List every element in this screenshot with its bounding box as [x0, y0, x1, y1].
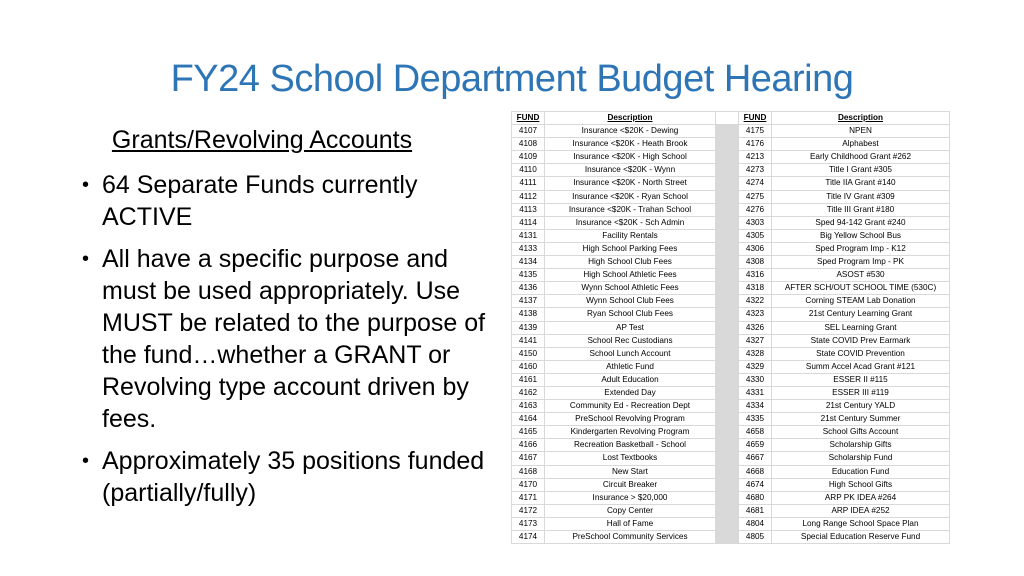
fund-number: 4335: [739, 413, 772, 426]
fund-number: 4273: [739, 164, 772, 177]
column-gap: [716, 465, 739, 478]
fund-number: 4326: [739, 321, 772, 334]
fund-number: 4173: [512, 517, 545, 530]
column-gap: [716, 203, 739, 216]
fund-number: 4303: [739, 216, 772, 229]
fund-description: Extended Day: [545, 386, 716, 399]
column-gap: [716, 164, 739, 177]
table-row: [512, 478, 950, 491]
fund-description: 21st Century Summer: [772, 413, 950, 426]
fund-description: ESSER II #115: [772, 373, 950, 386]
bullet-item: • All have a specific purpose and must be used appropriately. Use MUST be related to the purpose of the fund…whether a GRANT or Revolving type account driven by fees.: [82, 245, 486, 433]
fund-description: Ryan School Club Fees: [545, 308, 716, 321]
fund-description: High School Athletic Fees: [545, 269, 716, 282]
bullet-dot-icon: •: [82, 450, 90, 472]
fund-number: 4174: [512, 531, 545, 544]
fund-number: 4114: [512, 216, 545, 229]
table-row: [512, 517, 950, 530]
bullet-dot-icon: •: [82, 174, 90, 196]
header-description: Description: [772, 112, 950, 125]
fund-number: 4330: [739, 373, 772, 386]
fund-number: 4161: [512, 373, 545, 386]
column-gap: [716, 282, 739, 295]
column-gap: [716, 517, 739, 530]
column-gap: [716, 151, 739, 164]
fund-description: ESSER III #119: [772, 386, 950, 399]
column-gap: [716, 190, 739, 203]
fund-description: Sped Program Imp - K12: [772, 242, 950, 255]
table-row: [512, 347, 950, 360]
fund-number: 4113: [512, 203, 545, 216]
column-gap: [716, 242, 739, 255]
column-gap: [716, 504, 739, 517]
fund-description: 21st Century YALD: [772, 400, 950, 413]
fund-description: Title I Grant #305: [772, 164, 950, 177]
fund-number: 4331: [739, 386, 772, 399]
fund-description: State COVID Prev Earmark: [772, 334, 950, 347]
fund-description: Early Childhood Grant #262: [772, 151, 950, 164]
column-gap: [716, 439, 739, 452]
column-gap: [716, 452, 739, 465]
table-row: [512, 216, 950, 229]
fund-number: 4162: [512, 386, 545, 399]
fund-table: [511, 111, 950, 544]
fund-number: 4170: [512, 478, 545, 491]
fund-description: Big Yellow School Bus: [772, 229, 950, 242]
fund-number: 4150: [512, 347, 545, 360]
table-row: [512, 491, 950, 504]
column-gap: [716, 112, 739, 125]
fund-description: Education Fund: [772, 465, 950, 478]
fund-description: Hall of Fame: [545, 517, 716, 530]
fund-number: 4323: [739, 308, 772, 321]
table-row: [512, 203, 950, 216]
column-gap: [716, 256, 739, 269]
fund-number: 4274: [739, 177, 772, 190]
table-row: [512, 242, 950, 255]
fund-description: SEL Learning Grant: [772, 321, 950, 334]
header-description: Description: [545, 112, 716, 125]
fund-description: 21st Century Learning Grant: [772, 308, 950, 321]
fund-description: Wynn School Club Fees: [545, 295, 716, 308]
fund-description: Circuit Breaker: [545, 478, 716, 491]
fund-number: 4667: [739, 452, 772, 465]
fund-number: 4136: [512, 282, 545, 295]
table-row: [512, 138, 950, 151]
bullet-item: • 64 Separate Funds currently ACTIVE: [82, 171, 418, 231]
fund-description: Special Education Reserve Fund: [772, 531, 950, 544]
column-gap: [716, 216, 739, 229]
fund-number: 4668: [739, 465, 772, 478]
fund-description: New Start: [545, 465, 716, 478]
column-gap: [716, 386, 739, 399]
fund-description: Insurance <$20K - Heath Brook: [545, 138, 716, 151]
fund-number: 4109: [512, 151, 545, 164]
table-row: [512, 439, 950, 452]
table-row: [512, 229, 950, 242]
column-gap: [716, 400, 739, 413]
table-row: [512, 531, 950, 544]
fund-number: 4329: [739, 360, 772, 373]
fund-description: Insurance <$20K - North Street: [545, 177, 716, 190]
table-row: [512, 504, 950, 517]
table-row: [512, 125, 950, 138]
table-row: [512, 295, 950, 308]
fund-description: Adult Education: [545, 373, 716, 386]
fund-number: 4171: [512, 491, 545, 504]
fund-number: 4674: [739, 478, 772, 491]
fund-description: Insurance <$20K - Sch Admin: [545, 216, 716, 229]
fund-number: 4137: [512, 295, 545, 308]
fund-number: 4167: [512, 452, 545, 465]
fund-description: Sped Program Imp - PK: [772, 256, 950, 269]
table-row: [512, 269, 950, 282]
table-header-row: [512, 112, 950, 125]
slide-title: FY24 School Department Budget Hearing: [170, 58, 854, 100]
column-gap: [716, 138, 739, 151]
table-row: [512, 426, 950, 439]
fund-number: 4112: [512, 190, 545, 203]
fund-description: Scholarship Fund: [772, 452, 950, 465]
fund-number: 4138: [512, 308, 545, 321]
fund-description: Insurance <$20K - Trahan School: [545, 203, 716, 216]
fund-description: Kindergarten Revolving Program: [545, 426, 716, 439]
fund-number: 4276: [739, 203, 772, 216]
table-row: [512, 400, 950, 413]
table-row: [512, 177, 950, 190]
fund-number: 4172: [512, 504, 545, 517]
fund-description: Alphabest: [772, 138, 950, 151]
table-row: [512, 413, 950, 426]
bullet-dot-icon: •: [82, 248, 90, 270]
fund-description: School Lunch Account: [545, 347, 716, 360]
subheading: Grants/Revolving Accounts: [111, 126, 413, 154]
fund-description: Wynn School Athletic Fees: [545, 282, 716, 295]
fund-number: 4275: [739, 190, 772, 203]
fund-description: Athletic Fund: [545, 360, 716, 373]
fund-description: School Gifts Account: [772, 426, 950, 439]
fund-description: Sped 94-142 Grant #240: [772, 216, 950, 229]
fund-description: Corning STEAM Lab Donation: [772, 295, 950, 308]
fund-description: School Rec Custodians: [545, 334, 716, 347]
fund-number: 4111: [512, 177, 545, 190]
fund-description: Insurance <$20K - Wynn: [545, 164, 716, 177]
column-gap: [716, 426, 739, 439]
fund-description: ARP IDEA #252: [772, 504, 950, 517]
fund-number: 4134: [512, 256, 545, 269]
fund-number: 4175: [739, 125, 772, 138]
fund-description: State COVID Prevention: [772, 347, 950, 360]
table-row: [512, 164, 950, 177]
fund-number: 4135: [512, 269, 545, 282]
header-fund: FUND: [739, 112, 772, 125]
fund-description: Title IV Grant #309: [772, 190, 950, 203]
column-gap: [716, 347, 739, 360]
column-gap: [716, 321, 739, 334]
fund-description: Facility Rentals: [545, 229, 716, 242]
fund-number: 4681: [739, 504, 772, 517]
table-row: [512, 373, 950, 386]
fund-number: 4659: [739, 439, 772, 452]
fund-number: 4131: [512, 229, 545, 242]
fund-description: NPEN: [772, 125, 950, 138]
fund-description: PreSchool Revolving Program: [545, 413, 716, 426]
fund-description: ASOST #530: [772, 269, 950, 282]
fund-description: Lost Textbooks: [545, 452, 716, 465]
fund-number: 4316: [739, 269, 772, 282]
column-gap: [716, 269, 739, 282]
column-gap: [716, 531, 739, 544]
fund-number: 4334: [739, 400, 772, 413]
fund-number: 4306: [739, 242, 772, 255]
fund-number: 4168: [512, 465, 545, 478]
table-row: [512, 386, 950, 399]
fund-number: 4133: [512, 242, 545, 255]
table-row: [512, 465, 950, 478]
fund-description: AP Test: [545, 321, 716, 334]
fund-description: High School Parking Fees: [545, 242, 716, 255]
table-row: [512, 308, 950, 321]
column-gap: [716, 308, 739, 321]
fund-description: PreSchool Community Services: [545, 531, 716, 544]
column-gap: [716, 334, 739, 347]
column-gap: [716, 373, 739, 386]
fund-description: Copy Center: [545, 504, 716, 517]
fund-number: 4107: [512, 125, 545, 138]
fund-description: Title IIA Grant #140: [772, 177, 950, 190]
header-fund: FUND: [512, 112, 545, 125]
column-gap: [716, 478, 739, 491]
column-gap: [716, 295, 739, 308]
fund-number: 4165: [512, 426, 545, 439]
fund-number: 4160: [512, 360, 545, 373]
fund-description: Insurance <$20K - Dewing: [545, 125, 716, 138]
table-row: [512, 334, 950, 347]
table-row: [512, 452, 950, 465]
left-content: [82, 126, 502, 519]
table-row: [512, 282, 950, 295]
fund-number: 4108: [512, 138, 545, 151]
fund-description: Recreation Basketball - School: [545, 439, 716, 452]
fund-description: Scholarship Gifts: [772, 439, 950, 452]
fund-number: 4308: [739, 256, 772, 269]
fund-description: Summ Accel Acad Grant #121: [772, 360, 950, 373]
bullet-list: [82, 169, 502, 509]
fund-description: Long Range School Space Plan: [772, 517, 950, 530]
fund-number: 4658: [739, 426, 772, 439]
fund-number: 4804: [739, 517, 772, 530]
fund-number: 4680: [739, 491, 772, 504]
column-gap: [716, 125, 739, 138]
fund-description: Community Ed - Recreation Dept: [545, 400, 716, 413]
fund-number: 4163: [512, 400, 545, 413]
fund-number: 4805: [739, 531, 772, 544]
fund-number: 4164: [512, 413, 545, 426]
fund-number: 4305: [739, 229, 772, 242]
fund-description: Insurance <$20K - High School: [545, 151, 716, 164]
fund-number: 4322: [739, 295, 772, 308]
fund-description: High School Gifts: [772, 478, 950, 491]
fund-description: Insurance <$20K - Ryan School: [545, 190, 716, 203]
fund-description: High School Club Fees: [545, 256, 716, 269]
fund-description: Title III Grant #180: [772, 203, 950, 216]
fund-description: Insurance > $20,000: [545, 491, 716, 504]
bullet-item: • Approximately 35 positions funded (partially/fully): [82, 447, 485, 507]
table-row: [512, 151, 950, 164]
table-row: [512, 256, 950, 269]
fund-number: 4327: [739, 334, 772, 347]
fund-number: 4213: [739, 151, 772, 164]
fund-description: AFTER SCH/OUT SCHOOL TIME (530C): [772, 282, 950, 295]
fund-number: 4328: [739, 347, 772, 360]
table-row: [512, 321, 950, 334]
column-gap: [716, 491, 739, 504]
column-gap: [716, 413, 739, 426]
fund-number: 4141: [512, 334, 545, 347]
fund-description: ARP PK IDEA #264: [772, 491, 950, 504]
table-row: [512, 190, 950, 203]
column-gap: [716, 177, 739, 190]
column-gap: [716, 360, 739, 373]
fund-number: 4166: [512, 439, 545, 452]
fund-number: 4318: [739, 282, 772, 295]
fund-number: 4176: [739, 138, 772, 151]
table-row: [512, 360, 950, 373]
fund-number: 4110: [512, 164, 545, 177]
fund-number: 4139: [512, 321, 545, 334]
column-gap: [716, 229, 739, 242]
